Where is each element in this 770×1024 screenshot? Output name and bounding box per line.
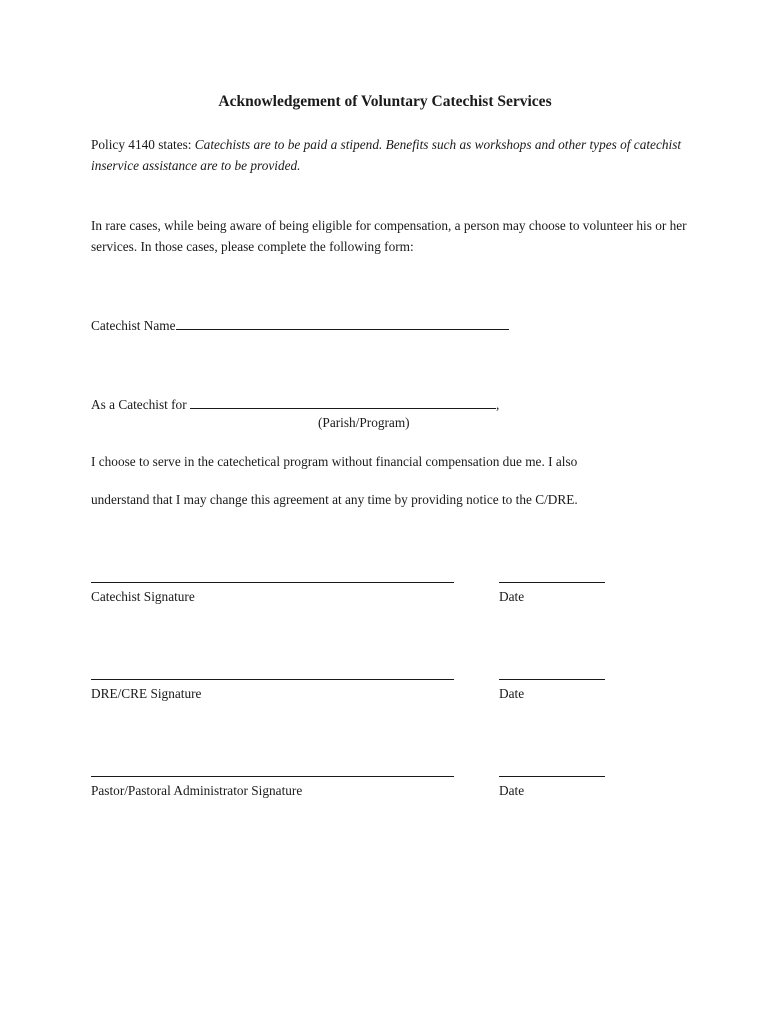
- dre-cre-signature-field[interactable]: [91, 679, 454, 680]
- pastor-date-label: Date: [499, 783, 525, 798]
- agreement-line-2: understand that I may change this agreement at any time by providing notice to the C/DRE.: [91, 492, 578, 507]
- catechist-name-row: [91, 317, 509, 334]
- pastor-signature-field[interactable]: [91, 776, 454, 777]
- policy-quote: Catechists are to be paid a stipend. Benefits such as workshops and other types of catechist inservice assistance are to be provided.: [91, 137, 682, 173]
- dre-cre-date-label: Date: [499, 686, 525, 701]
- policy-prefix: Policy 4140 states:: [91, 137, 195, 152]
- catechist-name-label: Catechist Name: [91, 318, 176, 333]
- catechist-date-label: Date: [499, 589, 525, 604]
- as-catechist-row: [91, 396, 499, 413]
- rare-cases-paragraph: In rare cases, while being aware of being eligible for compensation, a person may choose to volunteer his or her services. In those cases, please complete the following form:: [91, 218, 687, 254]
- catechist-signature-label: Catechist Signature: [91, 589, 195, 604]
- catechist-name-field[interactable]: [176, 317, 509, 330]
- as-catechist-comma: ,: [495, 397, 500, 412]
- parish-program-label: (Parish/Program): [318, 415, 410, 430]
- as-catechist-label: As a Catechist for: [91, 397, 190, 412]
- parish-program-field[interactable]: [190, 396, 496, 409]
- pastor-date-field[interactable]: [499, 776, 605, 777]
- dre-cre-signature-label: DRE/CRE Signature: [91, 686, 202, 701]
- catechist-signature-field[interactable]: [91, 582, 454, 583]
- pastor-signature-label: Pastor/Pastoral Administrator Signature: [91, 783, 303, 798]
- catechist-date-field[interactable]: [499, 582, 605, 583]
- agreement-line-1: I choose to serve in the catechetical program without financial compensation due me. I also: [91, 454, 578, 469]
- dre-cre-date-field[interactable]: [499, 679, 605, 680]
- document-title: Acknowledgement of Voluntary Catechist Services: [218, 93, 552, 110]
- policy-paragraph: [91, 134, 691, 176]
